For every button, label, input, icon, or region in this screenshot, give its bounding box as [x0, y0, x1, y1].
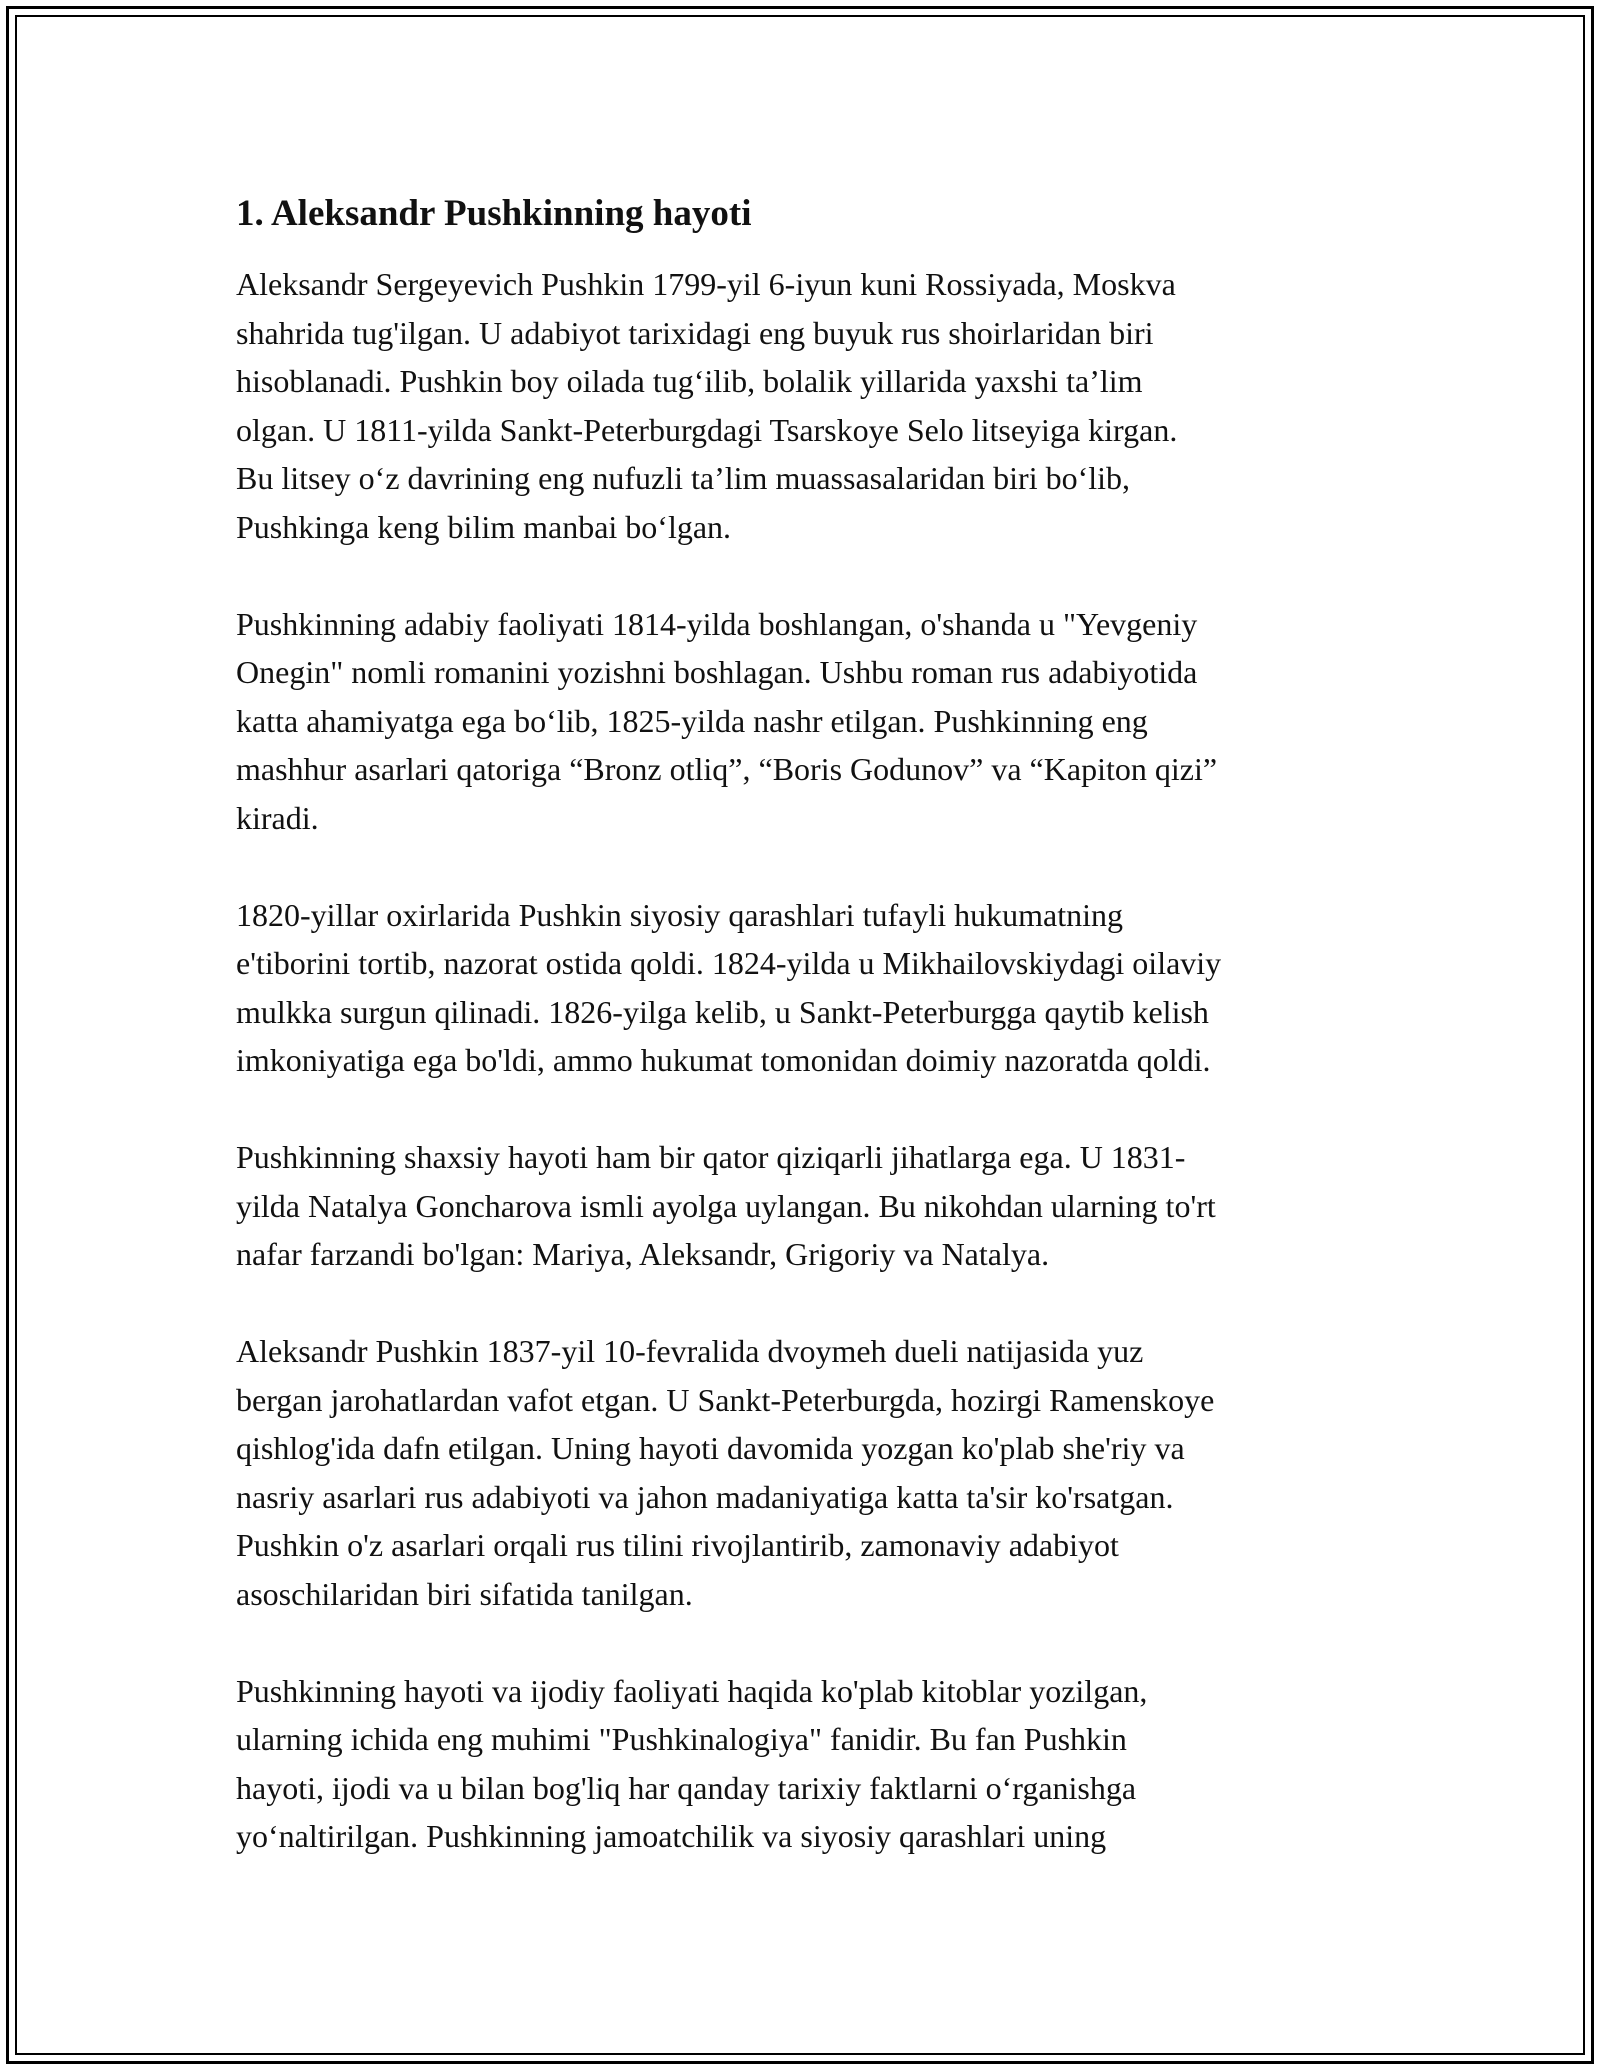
document-body [236, 188, 1376, 1909]
paragraph-pushkinology: Pushkinning hayoti va ijodiy faoliyati haqida ko'plab kitoblar yozilgan, ularning ichida eng muhimi "Pushkinalogiya" fanidir. Bu fan Pushkin hayoti, ijodi va u bilan bog'liq har qanday tarixiy faktlarni o‘rganishga yo‘naltirilgan. Pushkinning jamoatchilik va siyosiy qarashlari uning [236, 1672, 1148, 1854]
section-heading: 1. Aleksandr Pushkinning hayoti [236, 193, 752, 234]
paragraph-literary-activity: Pushkinning adabiy faoliyati 1814-yilda boshlangan, o'shanda u "Yevgeniy Onegin" nomli romanini yozishni boshlagan. Ushbu roman rus adabiyotida katta ahamiyatga ega bo‘lib, 1825-yilda nashr etilgan. Pushkinning eng mashhur asarlari qatoriga “Bronz otliq”, “Boris Godunov” va “Kapiton qizi” kiradi. [236, 605, 1218, 836]
paragraph-personal-life: Pushkinning shaxsiy hayoti ham bir qator qiziqarli jihatlarga ega. U 1831- yilda Natalya Goncharova ismli ayolga uylangan. Bu nikohdan ularning to'rt nafar farzandi bo'lgan: Mariya, Aleksandr, Grigoriy va Natalya. [236, 1139, 1216, 1272]
paragraph-political-views: 1820-yillar oxirlarida Pushkin siyosiy qarashlari tufayli hukumatning e'tiborini tortib, nazorat ostida qoldi. 1824-yilda u Mikhailovskiydagi oilaviy mulkka surgun qilinadi. 1826-yilga kelib, u Sankt-Peterburgga qaytib kelish imkoniyatiga ega bo'ldi, ammo hukumat tomonidan doimiy nazoratda qoldi. [236, 896, 1222, 1078]
paragraph-death-legacy: Aleksandr Pushkin 1837-yil 10-fevralida dvoymeh dueli natijasida yuz bergan jarohatlardan vafot etgan. U Sankt-Peterburgda, hozirgi Ramenskoye qishlog'ida dafn etilgan. Uning hayoti davomida yozgan ko'plab she'riy va nasriy asarlari rus adabiyoti va jahon madaniyatiga katta ta'sir ko'rsatgan. Pushkin o'z asarlari orqali rus tilini rivojlantirib, zamonaviy adabiyot asoschilaridan biri sifatida tanilgan. [236, 1333, 1215, 1612]
paragraph-birth-education: Aleksandr Sergeyevich Pushkin 1799-yil 6-iyun kuni Rossiyada, Moskva shahrida tug'ilgan. U adabiyot tarixidagi eng buyuk rus shoirlaridan biri hisoblanadi. Pushkin boy oilada tug‘ilib, bolalik yillarida yaxshi ta’lim olgan. U 1811-yilda Sankt-Peterburgdagi Tsarskoye Selo litseyiga kirgan. Bu litsey o‘z davrining eng nufuzli ta’lim muassasalaridan biri bo‘lib, Pushkinga keng bilim manbai bo‘lgan. [236, 266, 1178, 545]
